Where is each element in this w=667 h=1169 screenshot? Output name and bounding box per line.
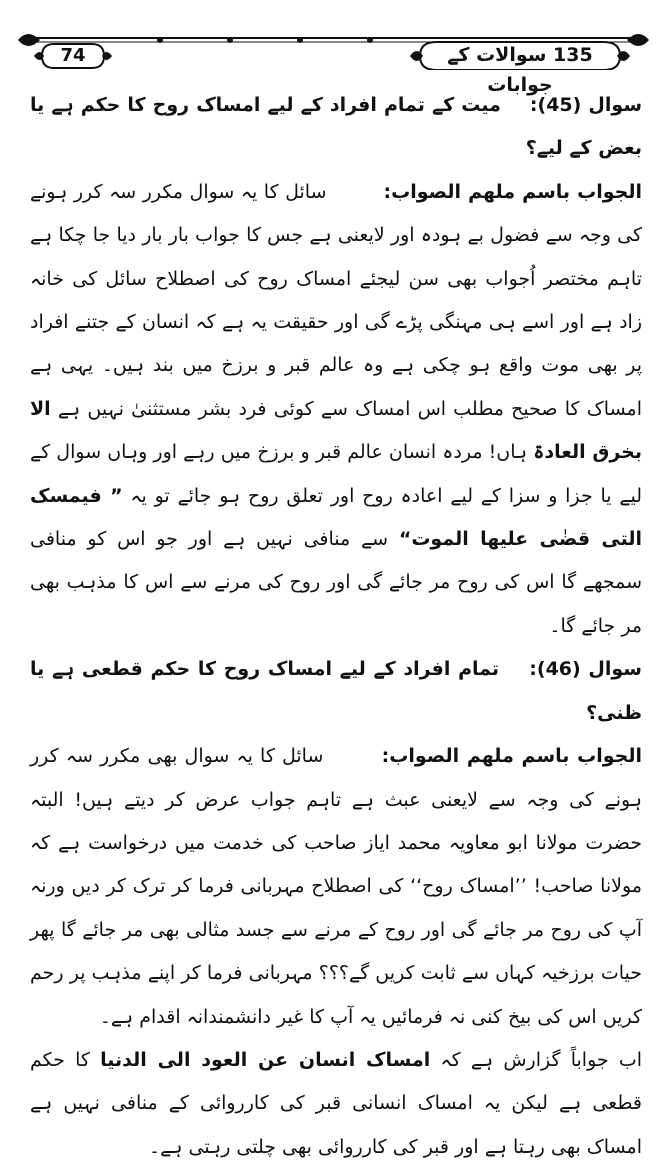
answer-46 <box>30 735 642 1039</box>
answer-45-part2: ہاں! مردہ انسان عالم قبر و برزخ میں رہے اور وہاں سوال کے لیے یا جزا و سزا کے لیے اعادہ روح اور تعلق روح ہو جائے تو یہ <box>30 441 642 507</box>
answer-45-label: الجواب باسم ملھم الصواب: <box>383 180 642 203</box>
answer-45-part3: سے منافی نہیں ہے اور جو اس کو منافی سمجھے گا اس کی روح مر جائے گی اور روح کی مرنے سے اس کا مذہب بھی مر جائے گا۔ <box>30 528 642 637</box>
question-45 <box>30 84 642 171</box>
closing-arabic: امساک انسان عن العود الی الدنیا <box>100 1048 431 1071</box>
question-46-label: سوال (46): <box>529 658 642 681</box>
answer-46-label: الجواب باسم ملھم الصواب: <box>381 745 642 768</box>
page-number: 74 <box>60 45 86 66</box>
page-body <box>30 84 642 1169</box>
answer-45-arabic-2: ” فیمسک التی قضٰی علیھا الموت“ <box>30 484 643 551</box>
question-46-text: تمام افراد کے لیے امساک روح کا حکم قطعی ہے یا ظنی؟ <box>30 658 642 724</box>
answer-46-text: سائل کا یہ سوال بھی مکرر سہ کرر ہونے کی وجہ سے لایعنی عبث ہے تاہم جواب عرض کر دیتے ہیں! البتہ حضرت مولانا ابو معاویہ محمد ایاز صاحب کی خدمت میں درخواست ہے کہ مولانا صاحب! ’’امساک روح‘‘ کی اصطلاح مہربانی فرما کر ترک کر دیں ورنہ آپ کی روح مر جائے گی اور روح کے مرنے سے جسد مثالی بھی مر جائے گا پھر حیات برزخیہ کہاں سے ثابت کریں گے؟؟؟ مہربانی فرما کر اپنے مذہب پر رحم کریں اس کی بیخ کنی نہ فرمائیں یہ آپ کا غیر دانشمندانہ اقدام ہے۔ <box>30 745 642 1028</box>
question-45-label: سوال (45): <box>529 94 642 116</box>
answer-45 <box>30 171 642 648</box>
closing-part2: کا حکم قطعی ہے لیکن یہ امساک انسانی قبر کی کارروائی کے منافی نہیں ہے امساک بھی رہتا ہے اور قبر کی کارروائی بھی چلتی رہتی ہے۔ <box>30 1048 642 1158</box>
page-header <box>0 0 667 96</box>
question-45-text: میت کے تمام افراد کے لیے امساک روح کا حکم ہے یا بعض کے لیے؟ <box>30 94 642 160</box>
running-title: 135 سوالات کے جوابات <box>447 44 593 96</box>
answer-45-part1: سائل کا یہ سوال مکرر سہ کرر ہونے کی وجہ سے فضول بے ہودہ اور لایعنی ہے جس کا جواب بار بار دیا جا چکا ہے تاہم مختصر اُجواب بھی سن لیجئے امساک روح کی اصطلاح سائل کی خانہ زاد ہے اور اسے ہی مہنگی پڑے گی اور حقیقت یہ ہے کہ انسان کے جتنے افراد پر بھی موت واقع ہو چکی ہے وہ عالم قبر و برزخ میں بند ہیں۔ یہی ہے امساک کا صحیح مطلب اس امساک سے کوئی فرد بشر مستثنیٰ نہیں ہے <box>30 180 643 420</box>
closing-part1: اب جواباً گزارش ہے کہ <box>440 1048 643 1071</box>
closing-paragraph <box>30 1039 642 1169</box>
answer-45-arabic-1: الا بخرق العادۃ <box>30 397 642 464</box>
question-46 <box>30 648 642 735</box>
